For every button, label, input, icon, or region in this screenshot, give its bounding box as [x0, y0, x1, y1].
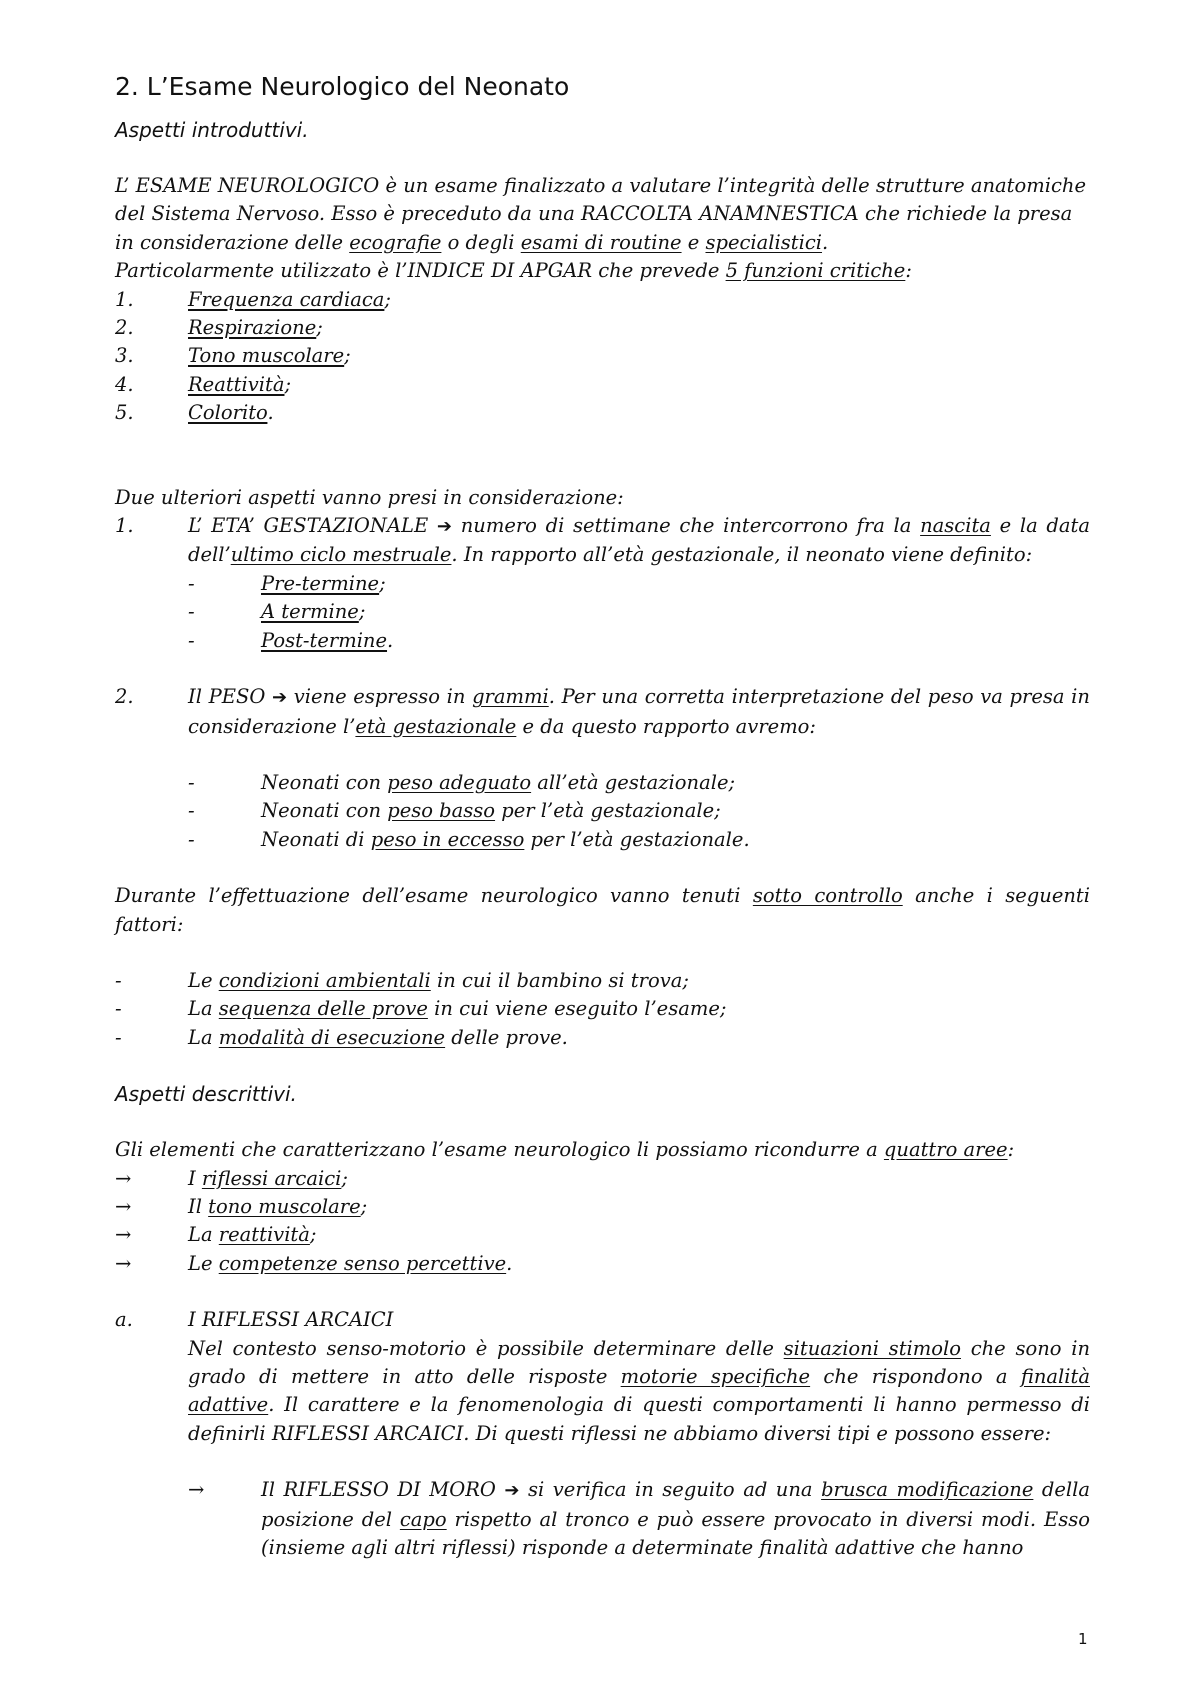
list-item: - Neonati di peso in eccesso per l’età gestazionale.: [188, 827, 750, 851]
arrow-icon: →: [115, 1194, 132, 1218]
right-arrow-icon: ➔: [436, 516, 453, 538]
eta-item: 1. L’ ETA’ GESTAZIONALE ➔ numero di settimane che intercorrono fra la nascita e la data dell’ultimo ciclo mestruale. In rapporto all’età gestazionale, il neonato viene definito:: [115, 514, 1090, 567]
page-title: 2. L’Esame Neurologico del Neonato: [115, 72, 570, 101]
section-a-heading: a. I RIFLESSI ARCAICI: [115, 1308, 394, 1332]
document-page: [115, 70, 1090, 1562]
right-arrow-icon: ➔: [271, 687, 288, 709]
list-item: - La modalità di esecuzione delle prove.: [115, 1025, 568, 1049]
list-item: - Pre-termine;: [188, 571, 386, 595]
peso-sublist: [115, 769, 1090, 854]
intro-heading: Aspetti introduttivi.: [115, 118, 309, 142]
durante-paragraph: Durante l’effettuazione dell’esame neurologico vanno tenuti sotto controllo anche i seguenti fattori:: [115, 884, 1090, 936]
apgar-line: Particolarmente utilizzato è l’INDICE DI APGAR che prevede 5 funzioni critiche:: [115, 259, 912, 283]
intro-paragraph: L’ ESAME NEUROLOGICO è un esame finalizzato a valutare l’integrità delle strutture anatomiche del Sistema Nervoso. Esso è preceduto da una RACCOLTA ANAMNESTICA che richiede la presa in considerazione delle ecografie o degli esami di routine e specialistici.: [115, 174, 1087, 254]
right-arrow-icon: ➔: [504, 1480, 520, 1502]
list-item: → Le competenze senso percettive.: [115, 1250, 1090, 1278]
arrow-icon: →: [115, 1223, 132, 1247]
aree-line: Gli elementi che caratterizzano l’esame neurologico li possiamo ricondurre a quattro aree:: [115, 1138, 1015, 1162]
list-item: 4. Reattività;: [115, 372, 292, 396]
arrow-icon: →: [115, 1251, 132, 1275]
list-item: → Il RIFLESSO DI MORO ➔ si verifica in seguito ad una brusca modificazione della posizione del capo rispetto al tronco e può essere provocato in diversi modi. Esso (insieme agli altri riflessi) risponde a determinate finalità adattive che hanno: [188, 1476, 1090, 1562]
peso-item: 2. Il PESO ➔ viene espresso in grammi. Per una corretta interpretazione del peso va presa in considerazione l’età gestazionale e da questo rapporto avremo:: [115, 685, 1090, 738]
further-heading: Due ulteriori aspetti vanno presi in considerazione:: [115, 485, 624, 509]
durante-list: [115, 967, 1090, 1052]
list-item: 5. Colorito.: [115, 401, 274, 425]
desc-heading: Aspetti descrittivi.: [115, 1082, 297, 1107]
list-item: 3. Tono muscolare;: [115, 344, 351, 368]
apgar-list: [115, 286, 1090, 428]
list-item: → I riflessi arcaici;: [115, 1165, 1090, 1193]
page-number: 1: [1078, 1630, 1088, 1648]
eta-sublist: [115, 570, 1090, 655]
list-item: 1. Frequenza cardiaca;: [115, 287, 391, 311]
list-item: - A termine;: [188, 600, 366, 624]
arrow-icon: →: [188, 1478, 205, 1502]
moro-block: [115, 1476, 1090, 1562]
list-item: → La reattività;: [115, 1221, 1090, 1249]
arrow-icon: →: [115, 1166, 132, 1190]
list-item: - La sequenza delle prove in cui viene eseguito l’esame;: [115, 997, 727, 1021]
list-item: → Il tono muscolare;: [115, 1193, 1090, 1221]
section-a-paragraph: Nel contesto senso-motorio è possibile determinare delle situazioni stimolo che sono in grado di mettere in atto delle risposte motorie specifiche che rispondono a finalità adattive. Il carattere e la fenomenologia di questi comportamenti li hanno permesso di definirli RIFLESSI ARCAICI. Di questi riflessi ne abbiamo diversi tipi e possono essere:: [188, 1336, 1091, 1445]
list-item: 2. Respirazione;: [115, 316, 323, 340]
aree-list: [115, 1165, 1090, 1279]
list-item: - Neonati con peso adeguato all’età gestazionale;: [188, 770, 736, 794]
list-item: - Post-termine.: [188, 628, 394, 652]
list-item: - Neonati con peso basso per l’età gestazionale;: [188, 799, 721, 823]
list-item: - Le condizioni ambientali in cui il bambino si trova;: [115, 968, 689, 992]
